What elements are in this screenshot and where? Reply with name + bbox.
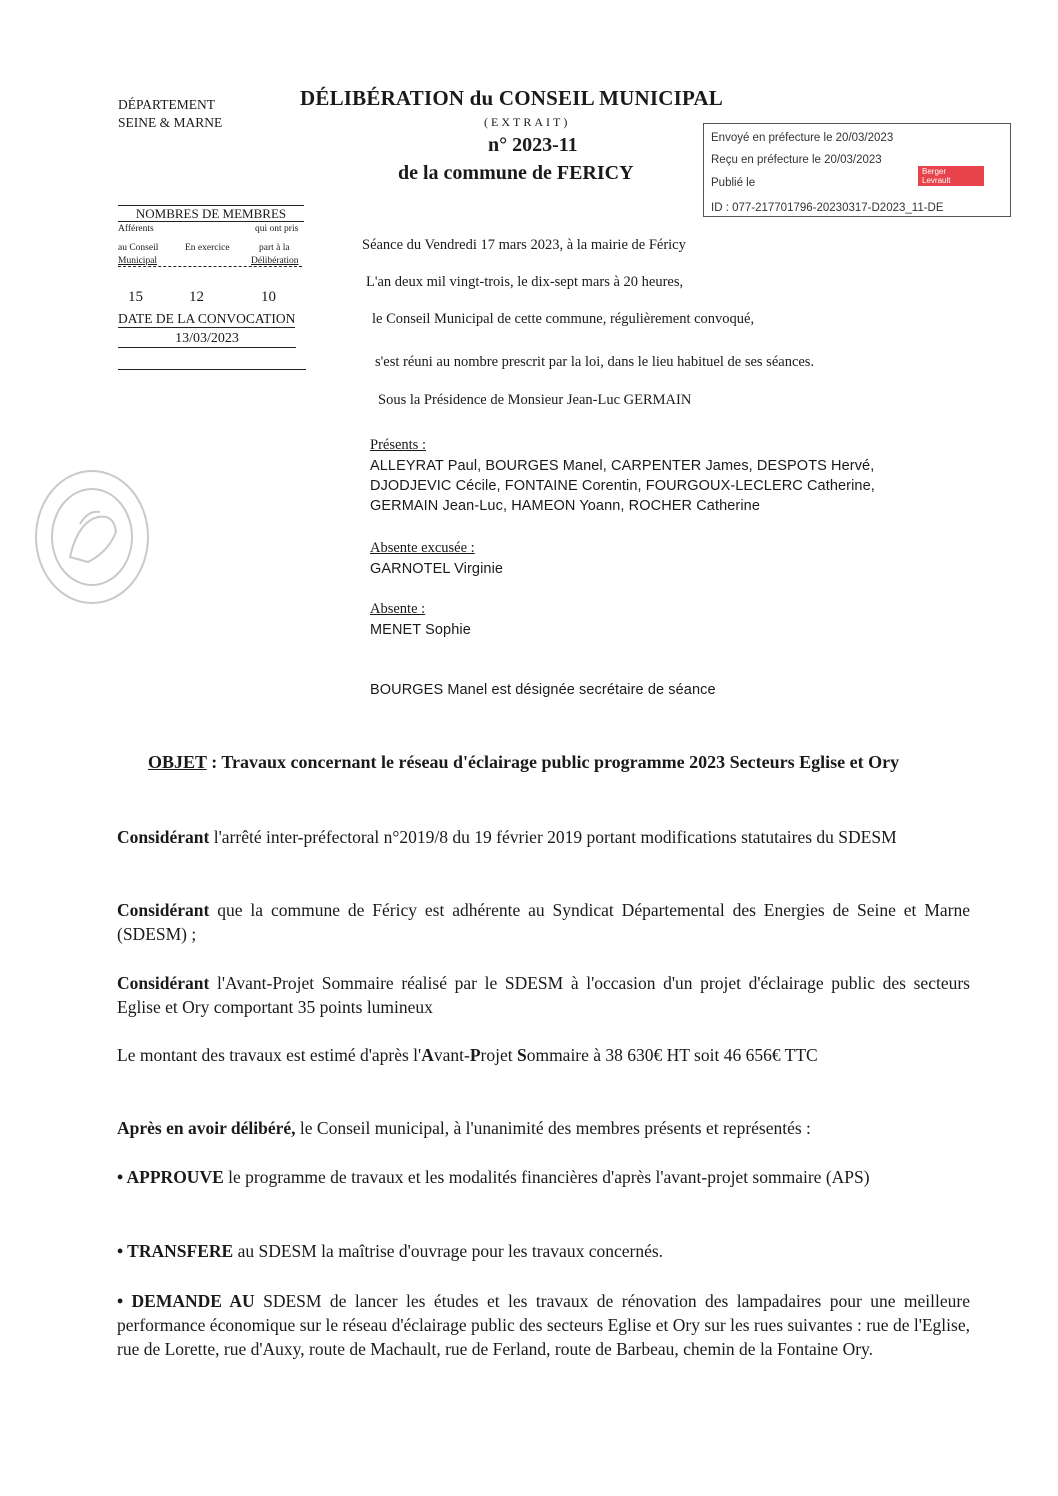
paragraph-deliberation: Après en avoir délibéré, le Conseil municipal, à l'unanimité des membres présents et représentés : <box>117 1118 811 1138</box>
paragraph-montant: Le montant des travaux est estimé d'après l'Avant-Projet Sommaire à 38 630€ HT soit 46 656€ TTC <box>117 1045 818 1065</box>
paragraph-demande: • DEMANDE AU SDESM de lancer les études et les travaux de rénovation des lampadaires pour une meilleure performance économique sur le réseau d'éclairage public des secteurs Eglise et Ory sur les rues suivantes : rue de l'Eglise, rue de Lorette, rue d'Auxy, route de Machault, rue de Ferland, route de Barbeau, chemin de la Fontaine Ory. <box>117 1291 970 1359</box>
votants-value: 10 <box>261 289 276 305</box>
secretaire-line: BOURGES Manel est désignée secrétaire de séance <box>370 682 716 698</box>
paragraph-considerant-2: Considérant que la commune de Féricy est adhérente au Syndicat Départemental des Energies de Seine et Marne (SDESM) ; <box>117 900 970 944</box>
col-exercice-label: En exercice <box>185 243 230 253</box>
col-afferents-label-3: Municipal <box>118 256 158 266</box>
objet-text: Travaux concernant le réseau d'éclairage public programme 2023 Secteurs Eglise et Ory <box>221 752 900 772</box>
convocation-date: 13/03/2023 <box>118 331 296 348</box>
col-votants-label-2: part à la <box>259 243 290 253</box>
stamp-id: ID : 077-217701796-20230317-D2023_11-DE <box>711 202 944 214</box>
absente-excusee-name: GARNOTEL Virginie <box>370 561 504 577</box>
prefecture-stamp <box>703 123 1011 217</box>
col-afferents-label: Afférents <box>118 224 154 234</box>
berger-levrault-logo: Berger Levrault <box>918 166 984 186</box>
absente-label: Absente : <box>370 601 426 617</box>
convocation-label: DATE DE LA CONVOCATION <box>118 311 296 326</box>
stamp-publie: Publié le <box>711 177 756 189</box>
afferents-value: 15 <box>128 289 143 305</box>
seance-line-4: s'est réuni au nombre prescrit par la loi, dans le lieu habituel de ses séances. <box>375 354 815 370</box>
objet-heading: OBJET : Travaux concernant le réseau d'éclairage public programme 2023 Secteurs Eglise et Ory <box>148 752 900 772</box>
stamp-envoye: Envoyé en préfecture le 20/03/2023 <box>711 132 894 144</box>
seance-line-2: L'an deux mil vingt-trois, le dix-sept mars à 20 heures, <box>366 274 684 290</box>
department-name: SEINE & MARNE <box>118 115 223 130</box>
seance-line-3: le Conseil Municipal de cette commune, régulièrement convoqué, <box>372 311 755 327</box>
col-votants-label: qui ont pris <box>255 224 299 234</box>
paragraph-approuve: • APPROUVE le programme de travaux et les modalités financières d'après l'avant-projet sommaire (APS) <box>117 1167 870 1187</box>
document-title: DÉLIBÉRATION du CONSEIL MUNICIPAL <box>300 86 724 110</box>
presents-list: ALLEYRAT Paul, BOURGES Manel, CARPENTER James, DESPOTS Hervé, DJODJEVIC Cécile, FONTAINE Corentin, FOURGOUX-LECLERC Catherine, GERMAIN Jean-Luc, HAMEON Yoann, ROCHER Catherine <box>370 458 875 514</box>
absente-excusee-label: Absente excusée : <box>370 540 475 556</box>
objet-label: OBJET <box>148 752 207 772</box>
seance-line-1: Séance du Vendredi 17 mars 2023, à la mairie de Féricy <box>362 237 686 253</box>
department-block <box>118 96 222 132</box>
col-votants-label-3: Délibération <box>251 256 299 266</box>
members-divider <box>118 266 302 267</box>
paragraph-considerant-1: Considérant l'arrêté inter-préfectoral n°2019/8 du 19 février 2019 portant modifications statutaires du SDESM <box>117 827 897 847</box>
extrait-label: (EXTRAIT) <box>484 115 571 129</box>
commune-name: de la commune de FERICY <box>398 162 634 184</box>
members-bottom-rule <box>118 369 306 370</box>
deliberation-number: n° 2023-11 <box>488 134 578 156</box>
department-line: DÉPARTEMENT <box>118 97 215 112</box>
members-header: NOMBRES DE MEMBRES <box>118 205 304 222</box>
col-afferents-label-2: au Conseil <box>118 243 159 253</box>
absente-name: MENET Sophie <box>370 622 471 638</box>
en-exercice-value: 12 <box>189 289 204 305</box>
stamp-recu: Reçu en préfecture le 20/03/2023 <box>711 154 882 166</box>
paragraph-transfere: • TRANSFERE au SDESM la maîtrise d'ouvrage pour les travaux concernés. <box>117 1241 664 1261</box>
paragraph-considerant-3: Considérant l'Avant-Projet Sommaire réalisé par le SDESM à l'occasion d'un projet d'éclairage public des secteurs Eglise et Ory comportant 35 points lumineux <box>117 973 970 1017</box>
seance-line-5: Sous la Présidence de Monsieur Jean-Luc GERMAIN <box>378 392 692 408</box>
mairie-seal-stamp <box>28 462 156 612</box>
presents-label: Présents : <box>370 437 426 453</box>
